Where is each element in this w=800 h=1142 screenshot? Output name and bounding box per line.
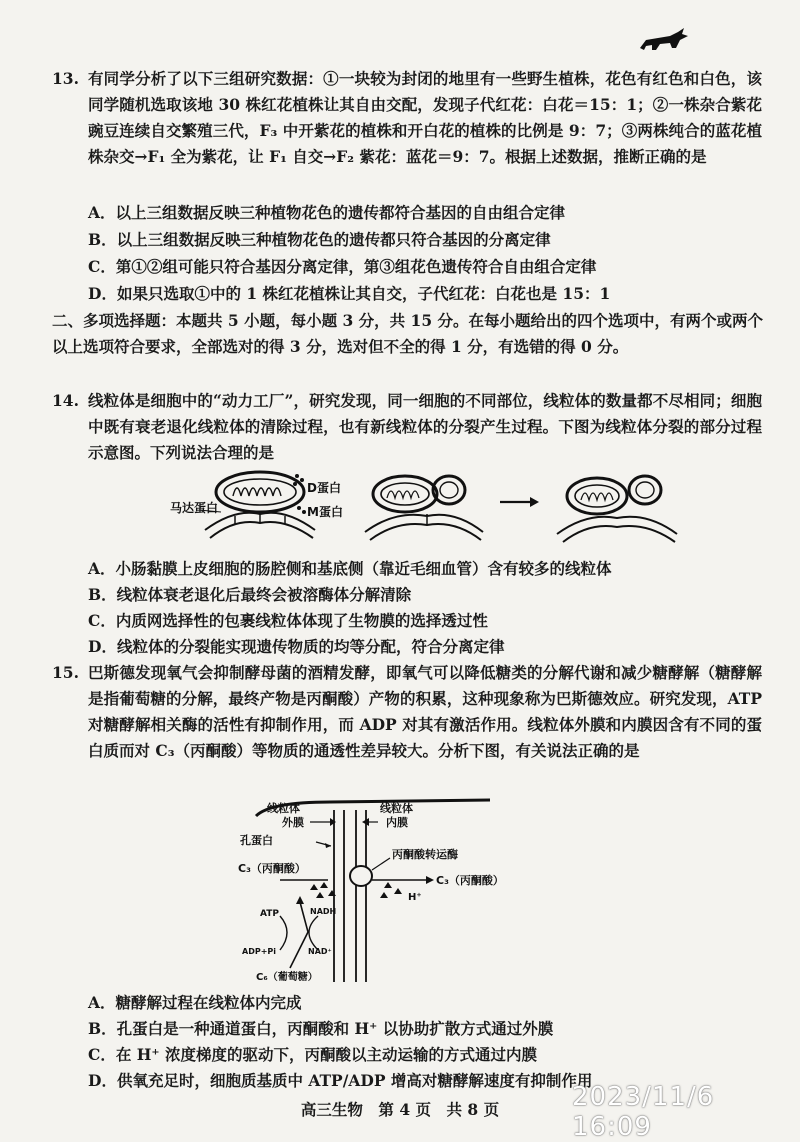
question-13 (52, 66, 762, 170)
label-inner-membrane: 线粒体内膜 (380, 802, 413, 829)
question-stem: 有同学分析了以下三组研究数据：①一块较为封闭的地里有一些野生植株，花色有红色和白色，该同学随机选取该地 30 株红花植株让其自由交配，发现子代红花：白花＝15：1；②一株杂合紫花豌豆连续自交繁殖三代，F₃ 中开紫花的植株和开白花的植株的比例是 9：7；③两株纯合的蓝花植株杂交→F₁ 全为紫花，让 F₁ 自交→F₂ 紫花：蓝花＝9：7。根据上述数据，推断正确的是 (88, 69, 762, 166)
section-heading: 二、多项选择题：本题共 5 小题，每小题 3 分，共 15 分。在每小题给出的四个选项中，有两个或两个以上选项符合要求，全部选对的得 3 分，选对但不全的得 1 分，有选错的得 0 分。 (52, 311, 764, 356)
panel-1 (170, 472, 343, 538)
option-b: B．线粒体衰老退化后最终会被溶酶体分解清除 (88, 585, 412, 604)
bull-logo-icon (636, 26, 692, 56)
label-transporter: 丙酮酸转运酶 (392, 848, 458, 861)
option-c: C．内质网选择性的包裹线粒体体现了生物膜的选择透过性 (88, 611, 488, 630)
label-adp: ADP+Pi (242, 947, 277, 956)
option-d: D．如果只选取①中的 1 株红花植株让其自交，子代红花：白花也是 15：1 (88, 284, 611, 303)
panel-2 (365, 476, 483, 540)
label-glucose: C₆（葡萄糖） (256, 972, 318, 983)
label-d-protein: D蛋白 (307, 481, 341, 495)
label-nadh: NADH (310, 907, 337, 916)
page-footer: 高三生物 第 4 页 共 8 页 (300, 1100, 500, 1119)
pyruvate-transport-figure (230, 792, 560, 992)
option-c: C．在 H⁺ 浓度梯度的驱动下，丙酮酸以主动运输的方式通过内膜 (88, 1045, 537, 1064)
label-m-protein: M蛋白 (307, 505, 343, 519)
option-a: A．小肠黏膜上皮细胞的肠腔侧和基底侧（靠近毛细血管）含有较多的线粒体 (88, 559, 612, 578)
option-a: A．糖酵解过程在线粒体内完成 (88, 993, 302, 1012)
label-outer-membrane: 线粒体外膜 (267, 802, 304, 829)
question-stem: 巴斯德发现氧气会抑制酵母菌的酒精发酵，即氧气可以降低糖类的分解代谢和减少糖酵解（糖酵解是指葡萄糖的分解，最终产物是丙酮酸）产物的积累，这种现象称为巴斯德效应。研究发现，ATP 对糖酵解相关酶的活性有抑制作用，而 ADP 对其有激活作用。线粒体外膜和内膜因含有不同的蛋白质而对 C₃（丙酮酸）等物质的通透性差异较大。分析下图，有关说法正确的是 (88, 663, 762, 760)
question-15 (52, 660, 762, 764)
label-porin: 孔蛋白 (240, 834, 273, 847)
label-h-plus: H⁺ (408, 892, 422, 903)
question-number: 14. (52, 391, 79, 410)
label-nad: NAD⁺ (308, 947, 332, 956)
option-b: B．孔蛋白是一种通道蛋白，丙酮酸和 H⁺ 以协助扩散方式通过外膜 (88, 1019, 554, 1038)
panel-3 (557, 476, 677, 542)
option-a: A．以上三组数据反映三种植物花色的遗传都符合基因的自由组合定律 (88, 203, 566, 222)
question-number: 15. (52, 663, 79, 682)
label-motor-protein: 马达蛋白 (170, 501, 219, 515)
question-stem: 线粒体是细胞中的“动力工厂”，研究发现，同一细胞的不同部位，线粒体的数量都不尽相同；细胞中既有衰老退化线粒体的清除过程，也有新线粒体的分裂产生过程。下图为线粒体分裂的部分过程示意图。下列说法合理的是 (88, 391, 762, 462)
timestamp-watermark: 2023/11/6 16:09 (572, 1082, 715, 1142)
label-c3-right: C₃（丙酮酸） (436, 874, 504, 887)
label-atp: ATP (260, 909, 280, 919)
question-number: 13. (52, 69, 79, 88)
mitochondria-division-figure (165, 466, 705, 556)
option-b: B．以上三组数据反映三种植物花色的遗传都只符合基因的分离定律 (88, 230, 551, 249)
label-c3-left: C₃（丙酮酸） (238, 862, 306, 875)
question-14 (52, 388, 762, 466)
option-c: C．第①②组可能只符合基因分离定律，第③组花色遗传符合自由组合定律 (88, 257, 597, 276)
option-d: D．线粒体的分裂能实现遗传物质的均等分配，符合分离定律 (88, 637, 505, 656)
option-d: D．供氧充足时，细胞质基质中 ATP/ADP 增高对糖酵解速度有抑制作用 (88, 1071, 593, 1090)
